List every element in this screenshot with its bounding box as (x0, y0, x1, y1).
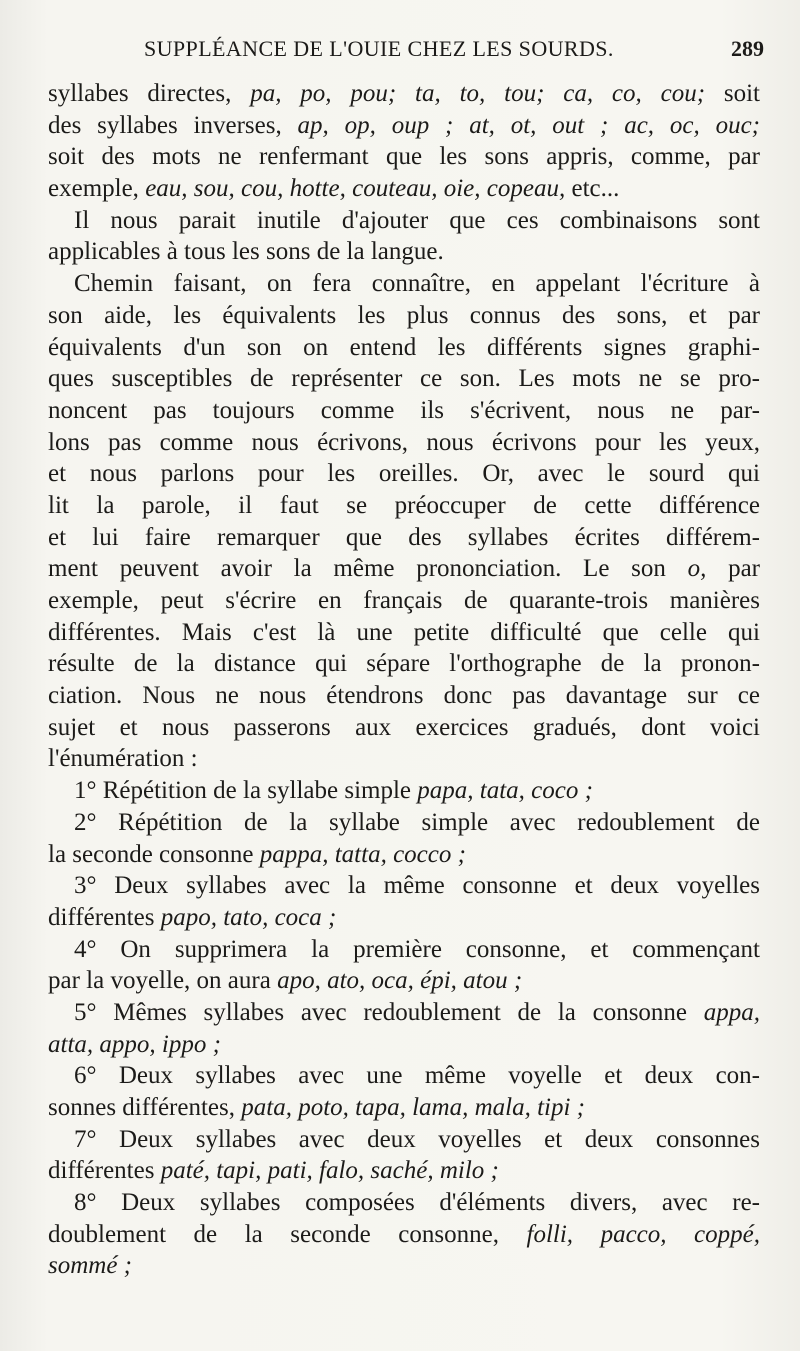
text-segment: ques susceptibles de représenter ce son. Les mots ne se pro- (48, 365, 760, 393)
text-segment: etc... (565, 175, 620, 203)
text-line (48, 743, 760, 775)
italic-text: pappa, tatta, cocco ; (259, 840, 466, 868)
text-segment: des syllabes inverses, (48, 111, 298, 139)
text-segment: sujet et nous passerons aux exercices gradués, dont voici (48, 713, 760, 741)
page-header (48, 36, 764, 68)
text-segment: ment peuvent avoir la même prononciation. Le son (48, 555, 688, 583)
text-line (48, 902, 760, 934)
italic-text: paté, tapi, pati, falo, saché, milo ; (160, 1157, 499, 1185)
text-segment: 7° Deux syllabes avec deux voyelles et deux consonnes (74, 1125, 760, 1153)
text-line (48, 141, 760, 173)
text-segment: soit des mots ne renfermant que les sons appris, comme, par (48, 143, 760, 171)
text-segment: Il nous parait inutile d'ajouter que ces combinaisons sont (74, 206, 760, 234)
text-segment: 8° Deux syllabes composées d'éléments divers, avec re- (74, 1189, 760, 1217)
text-line (48, 1155, 760, 1187)
text-line (48, 78, 760, 110)
text-line (48, 997, 760, 1029)
text-segment: soit (705, 80, 761, 107)
text-segment: par (706, 555, 761, 583)
text-line (48, 395, 760, 427)
italic-text: folli, pacco, coppé, (526, 1220, 760, 1248)
text-line (48, 934, 760, 966)
text-segment: 2° Répétition de la syllabe simple avec redoublement de (74, 808, 760, 836)
text-segment: différentes (48, 1157, 161, 1185)
text-segment: et lui faire remarquer que des syllabes écrites différem- (48, 523, 760, 551)
text-segment: équivalents d'un son on entend les différents signes graphi- (48, 333, 760, 361)
text-line (48, 458, 760, 490)
body-text (48, 78, 760, 1282)
text-segment: 4° On supprimera la première consonne, et commençant (74, 935, 760, 963)
text-segment: exemple, peut s'écrire en français de quarante-trois manières (48, 587, 760, 614)
text-line (48, 712, 760, 744)
text-line (48, 1250, 760, 1282)
text-line (48, 1124, 760, 1156)
italic-text: eau, sou, cou, hotte, couteau, oie, copeau, (145, 175, 566, 203)
running-title: SUPPLÉANCE DE L'OUIE CHEZ LES SOURDS. (144, 36, 614, 61)
text-line (48, 807, 760, 839)
italic-text: papo, tato, coca ; (160, 903, 337, 931)
text-line (48, 1092, 760, 1124)
text-segment: Chemin faisant, on fera connaître, en appelant l'écriture à (74, 270, 760, 298)
text-segment: lit la parole, il faut se préoccuper de cette différence (48, 491, 760, 519)
italic-text: apo, ato, oca, épi, atou ; (277, 967, 523, 995)
italic-text: pata, poto, tapa, lama, mala, tipi ; (241, 1094, 585, 1121)
text-line (48, 585, 760, 617)
text-segment: noncent pas toujours comme ils s'écrivent, nous ne par- (48, 396, 760, 424)
page-number: 289 (731, 36, 764, 61)
text-segment: son aide, les équivalents les plus connus des sons, et par (48, 301, 760, 329)
text-line (48, 427, 760, 459)
text-line (48, 1187, 760, 1219)
text-segment: la seconde consonne (48, 840, 260, 868)
text-line (48, 680, 760, 712)
italic-text: o, (687, 555, 707, 583)
text-line (48, 110, 760, 142)
text-segment: 3° Deux syllabes avec la même consonne et deux voyelles (74, 872, 760, 900)
text-segment: par la voyelle, on aura (48, 967, 278, 995)
text-line (48, 236, 760, 268)
text-line (48, 1219, 760, 1251)
text-segment: différentes. Mais c'est là une petite difficulté que celle qui (48, 618, 760, 646)
text-segment: 5° Mêmes syllabes avec redoublement de la consonne (74, 998, 704, 1026)
text-line (48, 490, 760, 522)
italic-text: atta, appo, ippo ; (48, 1030, 221, 1058)
text-line (48, 1029, 760, 1061)
italic-text: pa, po, pou; ta, to, tou; ca, co, cou; (250, 80, 706, 107)
text-line (48, 553, 760, 585)
text-segment: syllabes directes, (48, 80, 251, 107)
text-line (48, 617, 760, 649)
text-segment: et nous parlons pour les oreilles. Or, avec le sourd qui (48, 460, 760, 488)
text-segment: l'énumération : (48, 745, 198, 773)
italic-text: papa, tata, coco ; (417, 777, 593, 805)
text-line (48, 522, 760, 554)
text-line (48, 839, 760, 871)
italic-text: ap, op, oup ; at, ot, out ; ac, oc, ouc; (297, 111, 760, 139)
text-line (48, 173, 760, 205)
text-line (48, 363, 760, 395)
text-line (48, 205, 760, 237)
text-segment: résulte de la distance qui sépare l'orthographe de la pronon- (48, 650, 760, 678)
text-segment: ciation. Nous ne nous étendrons donc pas davantage sur ce (48, 682, 760, 710)
text-segment: 1° Répétition de la syllabe simple (74, 777, 418, 805)
italic-text: sommé ; (48, 1252, 133, 1280)
text-segment: sonnes différentes, (48, 1094, 242, 1121)
text-line (48, 648, 760, 680)
text-line (48, 965, 760, 997)
text-segment: applicables à tous les sons de la langue. (48, 238, 444, 266)
text-line (48, 332, 760, 364)
text-segment: lons pas comme nous écrivons, nous écrivons pour les yeux, (48, 428, 760, 456)
text-line (48, 300, 760, 332)
text-segment: 6° Deux syllabes avec une même voyelle et deux con- (74, 1062, 760, 1090)
text-segment: exemple, (48, 175, 146, 203)
text-line (48, 268, 760, 300)
text-line (48, 775, 760, 807)
text-line (48, 870, 760, 902)
text-segment: doublement de la seconde consonne, (48, 1220, 527, 1248)
italic-text: appa, (703, 998, 760, 1026)
text-line (48, 1060, 760, 1092)
text-segment: différentes (48, 903, 161, 931)
